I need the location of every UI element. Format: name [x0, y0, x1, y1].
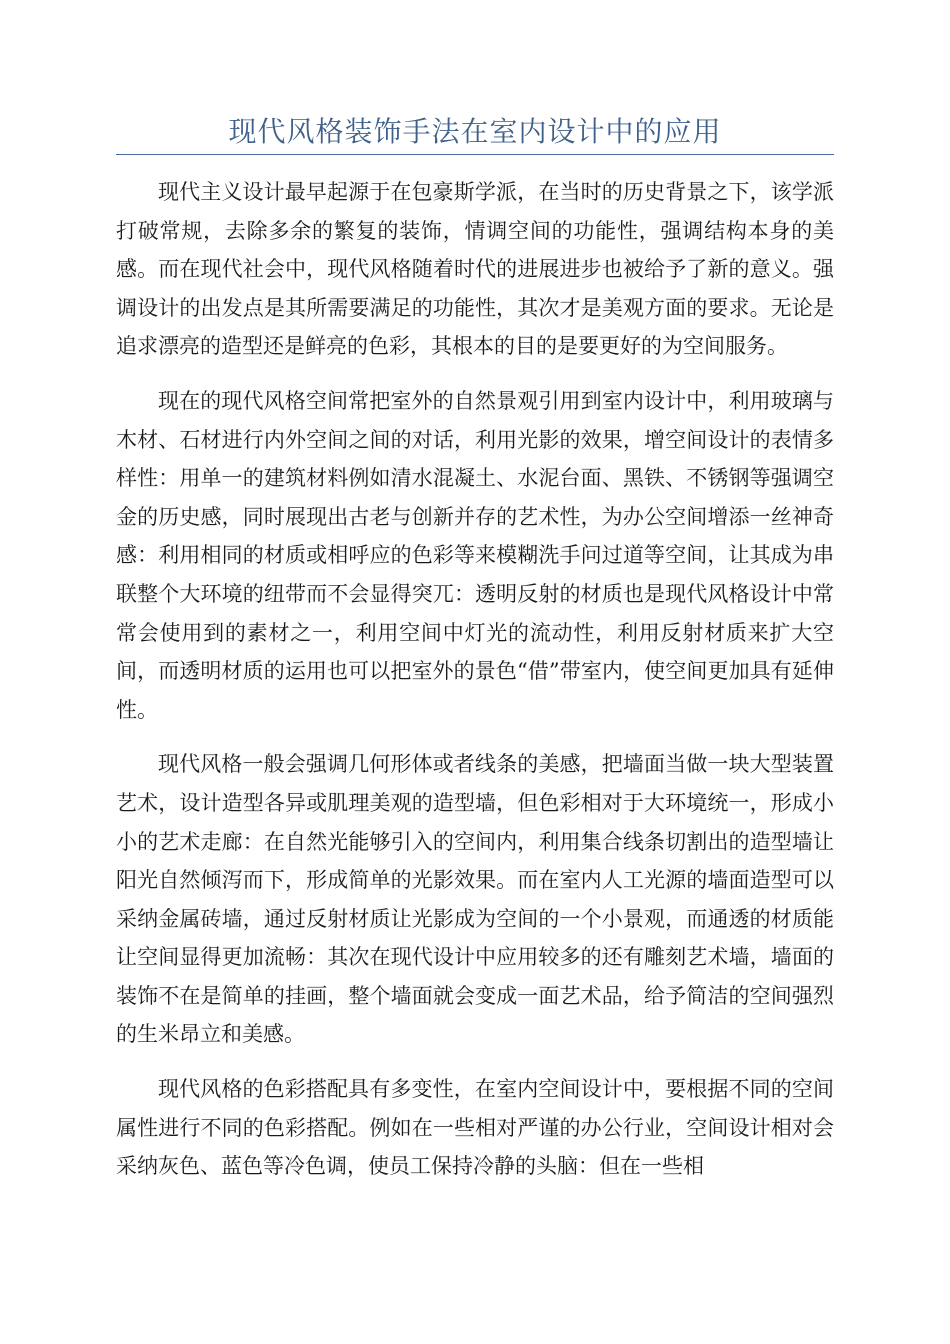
document-title: 现代风格装饰手法在室内设计中的应用: [116, 112, 834, 155]
document-body: [116, 173, 834, 1186]
paragraph-2: 现在的现代风格空间常把室外的自然景观引用到室内设计中，利用玻璃与木材、石材进行内外空间之间的对话，利用光影的效果，增空间设计的表情多样性：用单一的建筑材料例如清水混凝土、水泥台面、黑铁、不锈钢等强调空金的历史感，同时展现出古老与创新并存的艺术性，为办公空间增添一丝神奇感：利用相同的材质或相呼应的色彩等来模糊洗手问过道等空间，让其成为串联整个大环境的纽带而不会显得突兀：透明反射的材质也是现代风格设计中常常会使用到的素材之一，利用空间中灯光的流动性，利用反射材质来扩大空间，而透明材质的运用也可以把室外的景色“借”带室内，使空间更加具有延伸性。: [116, 388, 834, 722]
paragraph-1: 现代主义设计最早起源于在包豪斯学派，在当时的历史背景之下，该学派打破常规，去除多余的繁复的装饰，情调空间的功能性，强调结构本身的美感。而在现代社会中，现代风格随着时代的进展进步也被给予了新的意义。强调设计的出发点是其所需要满足的功能性，其次才是美观方面的要求。无论是追求漂亮的造型还是鲜亮的色彩，其根本的目的是要更好的为空间服务。: [116, 180, 834, 359]
paragraph-4: 现代风格的色彩搭配具有多变性，在室内空间设计中，要根据不同的空间属性进行不同的色彩搭配。例如在一些相对严谨的办公行业，空间设计相对会采纳灰色、蓝色等冷色调，使员工保持冷静的头脑：但在一些相: [116, 1077, 834, 1179]
paragraph-3: 现代风格一般会强调几何形体或者线条的美感，把墙面当做一块大型装置艺术，设计造型各异或肌理美观的造型墙，但色彩相对于大环境统一，形成小小的艺术走廊：在自然光能够引入的空间内，利用集合线条切割出的造型墙让阳光自然倾泻而下，形成简单的光影效果。而在室内人工光源的墙面造型可以采纳金属砖墙，通过反射材质让光影成为空间的一个小景观，而通透的材质能让空间显得更加流畅：其次在现代设计中应用较多的还有雕刻艺术墙，墙面的装饰不在是简单的挂画，整个墙面就会变成一面艺术品，给予简洁的空间强烈的生米昂立和美感。: [116, 752, 834, 1047]
